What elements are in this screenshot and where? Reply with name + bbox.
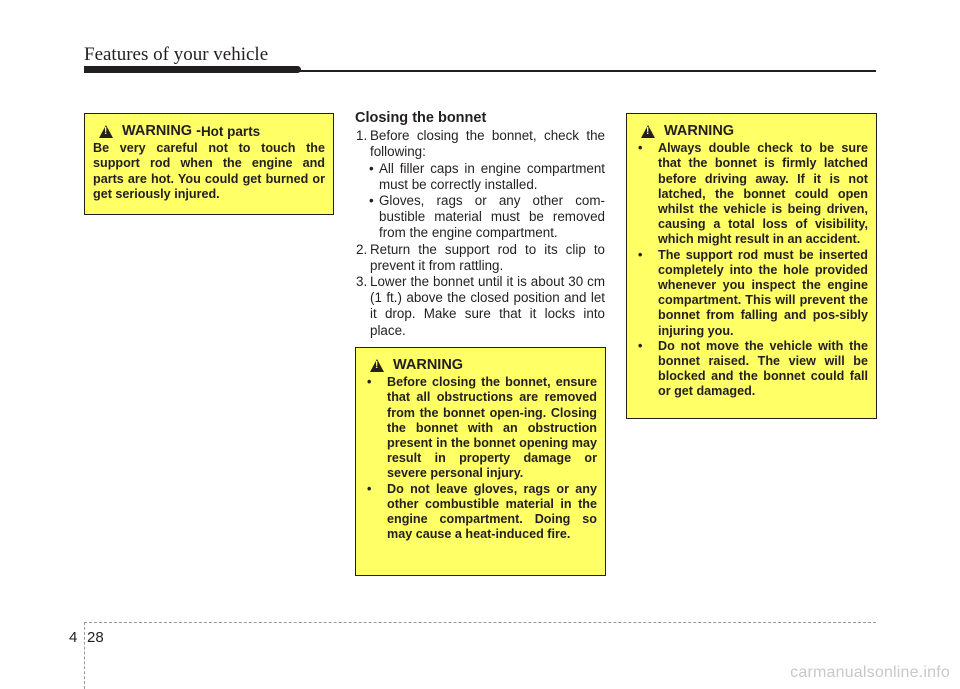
warning-hot-parts-text: Be very careful not to touch the support rod when the engine and parts are hot. You could get burned or get seriously injured. <box>93 141 325 201</box>
step-number: 2. <box>356 241 368 257</box>
closing-bonnet-section <box>355 110 605 339</box>
warning-obstructions-title: WARNING <box>393 357 464 373</box>
warning-hot-parts-heading <box>99 124 325 139</box>
closing-step-2 <box>355 242 605 274</box>
header-rule-thick <box>84 66 301 73</box>
step-text: Lower the bonnet until it is about 30 cm (1 ft.) above the closed position and let it drop. Make sure that it locks into place. <box>370 274 605 338</box>
warning-latch-box <box>626 113 877 419</box>
warning-obstructions-box <box>355 347 606 576</box>
list-item: • The support rod must be inserted completely into the hole provided whenever you inspect the engine compartment. This will prevent the bonnet from falling and pos-sibly injuring you. <box>635 248 868 339</box>
step-number: 3. <box>356 274 368 290</box>
step-text: Before closing the bonnet, check the following: <box>370 128 605 160</box>
closing-bonnet-title: Closing the bonnet <box>355 110 487 126</box>
warning-hot-parts-subtitle: Hot parts <box>200 124 261 139</box>
list-item: • All filler caps in engine compartment must be correctly installed. <box>355 161 605 193</box>
page-number: 28 <box>87 629 104 646</box>
warning-latch-heading <box>641 124 868 139</box>
closing-step-3 <box>355 274 605 339</box>
list-item: • Before closing the bonnet, ensure that all obstructions are removed from the bonnet open-ing. Closing the bonnet with an obstruction present in the bonnet opening may result in property damage or severe personal injury. <box>364 375 597 481</box>
warning-hot-parts-box <box>84 113 334 215</box>
list-item: • Gloves, rags or any other com-bustible material must be removed from the engine compartment. <box>355 193 605 242</box>
warning-obstructions-list <box>364 375 597 542</box>
step-number: 1. <box>356 128 368 144</box>
warning-hot-parts-title: WARNING - <box>122 123 201 139</box>
warning-triangle-icon <box>99 125 113 138</box>
step-text: Return the support rod to its clip to prevent it from rattling. <box>370 241 605 273</box>
chapter-number: 4 <box>69 629 78 646</box>
warning-triangle-icon <box>641 125 655 138</box>
list-item: • Always double check to be sure that the bonnet is firmly latched before driving away. If it is not latched, the bonnet could open whilst the vehicle is being driven, causing a total loss of visibility, which might result in an accident. <box>635 141 868 247</box>
footer-rule <box>84 622 876 623</box>
list-item: • Do not move the vehicle with the bonnet raised. The view will be blocked and the bonnet could fall or get damaged. <box>635 339 868 400</box>
warning-latch-list <box>635 141 868 399</box>
page-header-title: Features of your vehicle <box>84 44 269 65</box>
watermark: carmanualsonline.info <box>790 664 950 681</box>
warning-triangle-icon <box>370 359 384 372</box>
list-item: • Do not leave gloves, rags or any other combustible material in the engine compartment. Doing so may cause a heat-induced fire. <box>364 482 597 543</box>
closing-step-1 <box>355 128 605 160</box>
warning-obstructions-heading <box>370 358 597 373</box>
step-1-checklist <box>355 161 605 242</box>
header-rule-thin <box>296 70 876 72</box>
warning-latch-title: WARNING <box>664 123 735 139</box>
footer-divider <box>84 622 85 689</box>
